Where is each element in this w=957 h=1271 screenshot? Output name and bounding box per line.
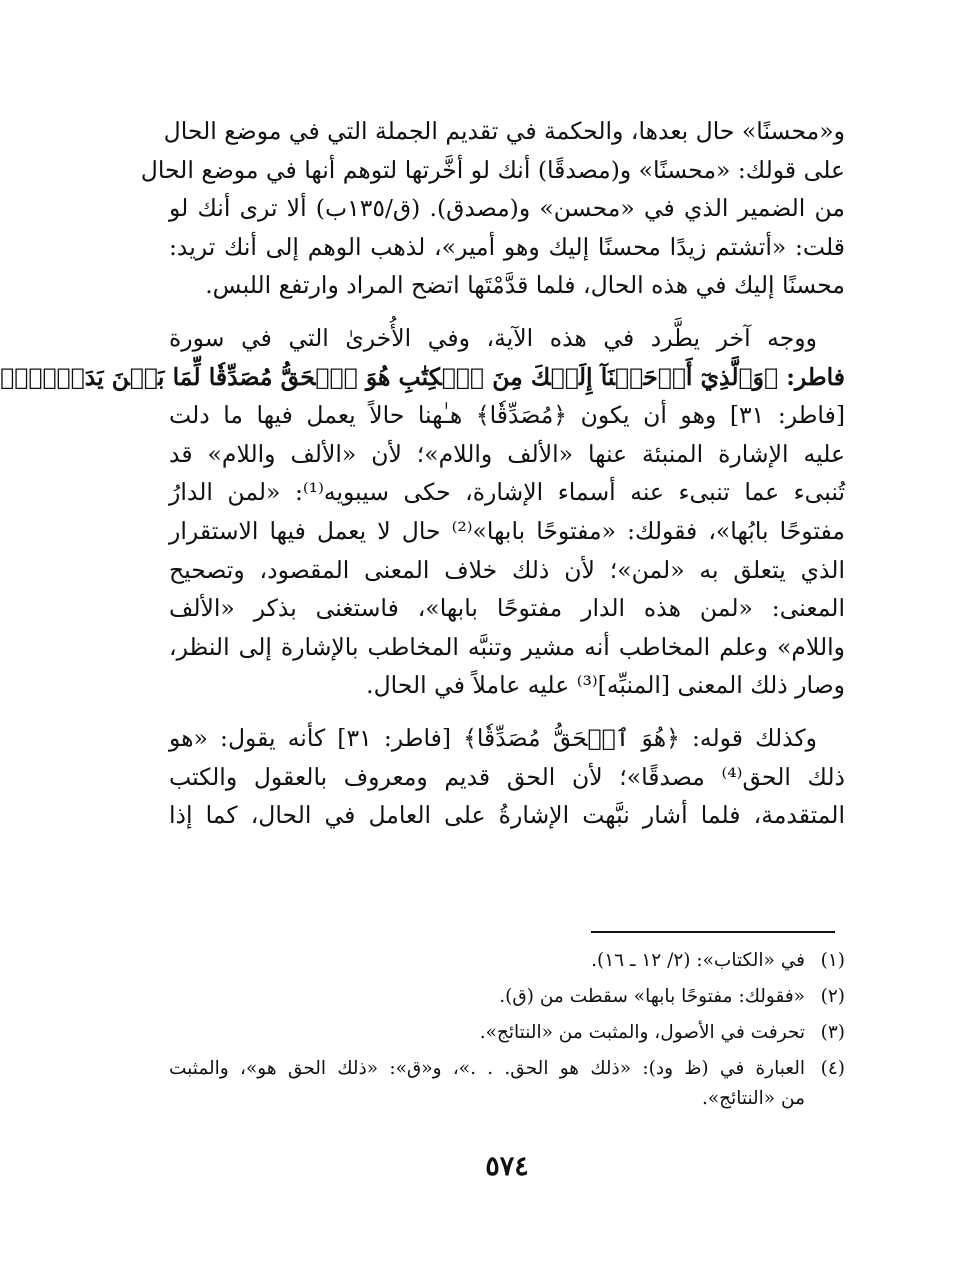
paragraph-gap [169, 705, 845, 719]
text-line: ووجه آخر يطَّرد في هذه الآية، وفي الأُخرىٰ التي في سورة [169, 323, 817, 352]
footnote-number: (١) [820, 950, 845, 971]
footnote-line: تحرفت في الأصول، والمثبت من «النتائج». [479, 1022, 805, 1043]
text-line: على قولك: «محسنًا» و(مصدقًا) أنك لو أخَّرتها لتوهم أنها في موضع الحال [140, 155, 845, 184]
footnote [169, 1018, 845, 1048]
paragraph [0, 319, 845, 705]
text-line: قلت: «أتشتم زيدًا محسنًا إليك وهو أمير»، لذهب الوهم إلى أنك تريد: [169, 232, 845, 261]
footnote-number: (٣) [820, 1022, 845, 1043]
footnote-text [169, 1054, 805, 1114]
paragraph [169, 719, 845, 835]
footnote-number: (٤) [820, 1058, 845, 1079]
footnotes [169, 946, 845, 1120]
footnote-text [169, 982, 805, 1012]
paragraph [140, 112, 845, 305]
footnote-separator [591, 931, 835, 933]
text-line: المعنى: «لمن هذه الدار مفتوحًا بابها»، فاستغنى بذكر «الألف [169, 594, 845, 623]
text-line: [فاطر: ٣١] وهو أن يكون ﴿مُصَدِّقٗا﴾ هـٰهنا حالاً يعمل فيها ما دلت [169, 401, 845, 430]
footnote-number: (٢) [820, 986, 845, 1007]
text-line: محسنًا إليك في هذه الحال، فلما قدَّمْتَها اتضح المراد وارتفع اللبس. [205, 271, 845, 300]
main-text [0, 112, 845, 835]
footnote [169, 946, 845, 976]
footnote-line: «فقولك: مفتوحًا بابها» سقطت من (ق). [499, 986, 805, 1007]
paragraph-gap [169, 305, 845, 319]
text-line: المتقدمة، فلما أشار نبَّهت الإشارةُ على العامل في الحال، كما إذا [169, 801, 845, 830]
text-line: و«محسنًا» حال بعدها، والحكمة في تقديم الجملة التي في موضع الحال [163, 117, 845, 145]
text-line: مفتوحًا بابُها»، فقولك: «مفتوحًا بابها»⁽²⁾ حال لا يعمل فيها الاستقرار [169, 516, 845, 545]
footnote [169, 1054, 845, 1114]
page-number: ٥٧٤ [485, 1151, 529, 1182]
text-line: وكذلك قوله: ﴿هُوَ ٱلۡحَقُّ مُصَدِّقٗا﴾ [فاطر: ٣١] كأنه يقول: «هو [169, 723, 817, 752]
footnote [169, 982, 845, 1012]
footnote-text [169, 946, 805, 976]
footnote-text [169, 1018, 805, 1048]
text-line: الذي يتعلق به «لمن»؛ لأن ذلك خلاف المعنى المقصود، وتصحيح [169, 555, 845, 584]
text-line: وصار ذلك المعنى [المنبِّه]⁽³⁾ عليه عاملاً في الحال. [366, 671, 845, 700]
text-line: عليه الإشارة المنبئة عنها «الألف واللام»؛ لأن «الألف واللام» قد [169, 439, 845, 468]
footnote-line: في «الكتاب»: (٢/ ١٢ ـ ١٦). [591, 950, 805, 971]
text-line: واللام» وعلم المخاطب أنه مشير وتنبَّه المخاطب بالإشارة إلى النظر، [169, 632, 845, 661]
text-line: ذلك الحق⁽⁴⁾ مصدقًا»؛ لأن الحق قديم ومعروف بالعقول والكتب [169, 762, 845, 791]
text-line: تُنبىء عما تنبىء عنه أسماء الإشارة، حكى سيبويه⁽¹⁾: «لمن الدارُ [169, 478, 845, 507]
footnote-line: من «النتائج». [701, 1088, 805, 1109]
footnote-line: العبارة في (ظ ود): «ذلك هو الحق. . .»، و«ق»: «ذلك الحق هو»، والمثبت [169, 1058, 805, 1079]
text-line: من الضمير الذي في «محسن» و(مصدق). (ق/١٣٥ب) ألا ترى أنك لو [169, 194, 845, 223]
quran-verse-line: فاطر: ﴿وَٱلَّذِيٓ أَوۡحَيۡنَآ إِلَيۡكَ مِنَ ٱلۡكِتَٰبِ هُوَ ٱلۡحَقُّ مُصَدِّقٗا لِّمَا بَيۡنَ يَدَيۡهِۗ﴾ [0, 362, 845, 391]
